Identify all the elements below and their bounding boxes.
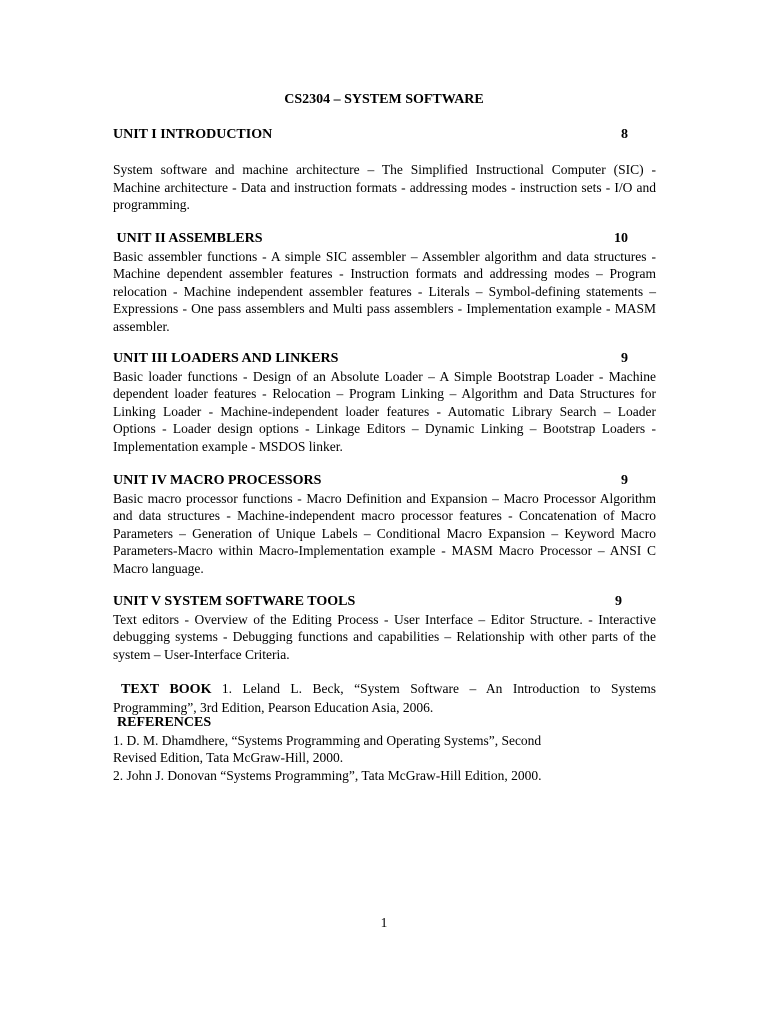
unit-3-body: Basic loader functions - Design of an Absolute Loader – A Simple Bootstrap Loader - Machine dependent loader features - Relocation – Program Linking – Algorithm and Data Structures for Linking Loader - Machine-independent loader features - Automatic Library Search – Loader Options - Loader design options - Linkage Editors – Dynamic Linking – Bootstrap Loaders - Implementation example - MSDOS linker.	[113, 368, 656, 454]
unit-3-header	[113, 350, 656, 368]
unit-5-hours: 9	[615, 594, 622, 609]
unit-1-hours: 8	[621, 127, 628, 142]
unit-4-heading: UNIT IV MACRO PROCESSORS	[113, 473, 322, 488]
reference-1-line-2: Revised Edition, Tata McGraw-Hill, 2000.	[113, 750, 344, 765]
unit-4-body: Basic macro processor functions - Macro Definition and Expansion – Macro Processor Algorithm and data structures - Machine-independent macro processor features - Concatenation of Macro Parameters – Generation of Unique Labels – Conditional Macro Expansion – Keyword Macro Parameters-Macro within Macro-Implementation example - MASM Macro Processor – ANSI C Macro language.	[113, 490, 656, 576]
page-number: 1	[380, 915, 388, 930]
unit-4-hours: 9	[621, 473, 628, 488]
unit-2-heading: UNIT II ASSEMBLERS	[113, 231, 263, 246]
unit-5-heading: UNIT V SYSTEM SOFTWARE TOOLS	[113, 594, 356, 609]
textbook-label: TEXT BOOK	[121, 682, 212, 697]
unit-2-section	[113, 230, 656, 335]
references-label: REFERENCES	[117, 715, 212, 730]
unit-5-body: Text editors - Overview of the Editing Process - User Interface – Editor Structure. - Interactive debugging systems - Debugging functions and capabilities – Relationship with other parts of the system – User-Interface Criteria.	[113, 611, 656, 662]
textbook-entry: 1. Leland L. Beck, “System Software – An Introduction to Systems Programming”, 3rd Edition, Pearson Education Asia, 2006.	[113, 681, 656, 715]
references-section	[113, 714, 656, 784]
unit-1-section	[113, 126, 656, 144]
reference-1-line-1: 1. D. M. Dhamdhere, “Systems Programming and Operating Systems”, Second	[113, 732, 542, 748]
unit-3-hours: 9	[621, 351, 628, 366]
unit-1-header	[113, 126, 656, 144]
unit-2-hours: 10	[614, 231, 628, 246]
unit-5-section	[113, 593, 656, 663]
unit-1-heading: UNIT I INTRODUCTION	[113, 127, 273, 142]
textbook-section	[113, 680, 656, 716]
reference-2: 2. John J. Donovan “Systems Programming”, Tata McGraw-Hill Edition, 2000.	[113, 767, 542, 783]
unit-1-body: System software and machine architecture – The Simplified Instructional Computer (SIC) - Machine architecture - Data and instruction formats - addressing modes - instruction sets - I/O and programming.	[113, 162, 656, 212]
page-title: CS2304 – SYSTEM SOFTWARE	[284, 92, 484, 107]
unit-2-body: Basic assembler functions - A simple SIC assembler – Assembler algorithm and data structures - Machine dependent assembler features - Instruction formats and addressing modes – Program relocation - Machine independent assembler features - Literals – Symbol-defining statements – Expressions - One pass assemblers and Multi pass assemblers - Implementation example - MASM assembler.	[113, 248, 656, 334]
unit-3-heading: UNIT III LOADERS AND LINKERS	[113, 351, 339, 366]
unit-4-section	[113, 472, 656, 577]
unit-4-header	[113, 472, 656, 490]
unit-3-section	[113, 350, 656, 455]
unit-5-header	[113, 593, 656, 611]
unit-2-header	[113, 230, 656, 248]
